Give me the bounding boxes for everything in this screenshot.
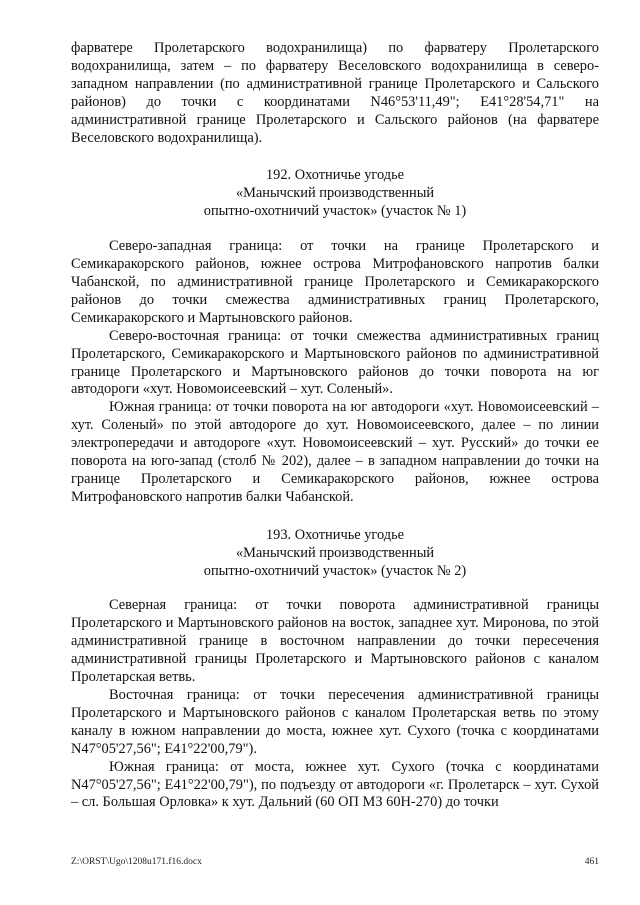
file-path: Z:\ORST\Ugo\1208u171.f16.docx	[71, 857, 202, 867]
page-number: 461	[584, 857, 599, 867]
paragraph-continuation: фарватере Пролетарского водохранилища) по фарватеру Пролетарского водохранилища, затем – по фарватеру Веселовского водохранилища в северо-западном направлении (по административной границе Пролетарского и Сальского районов) до точки с координатами N46°53'11,49"; E41°28'54,71" на административной границе Пролетарского и Сальского районов (на фарватере Веселовского водохранилища).	[71, 40, 599, 146]
heading-line: 192. Охотничье угодье	[265, 167, 405, 184]
paragraph-northwest-border: Северо-западная граница: от точки на границе Пролетарского и Семикаракорского районов, южнее острова Митрофановского напротив балки Чабанской, по административной границе Пролетарского и Семикаракорского районов до точки смежества административных границ Пролетарского, Семикаракорского и Мартыновского районов.	[71, 238, 599, 326]
heading-line: опытно-охотничий участок» (участок № 2)	[203, 562, 467, 579]
paragraph-east-border: Восточная граница: от точки пересечения административной границы Пролетарского и Мартыновского районов с каналом Пролетарская ветвь по этому каналу в южном направлении до моста, южнее хут. Сухого (точка с координатами N47°05'27,56"; E41°22'00,79").	[71, 687, 599, 757]
document-body	[71, 40, 599, 812]
page-footer	[71, 855, 599, 869]
heading-line: «Манычский производственный	[235, 544, 435, 561]
paragraph-south-border-2: Южная граница: от моста, южнее хут. Сухого (точка с координатами N47°05'27,56"; E41°22'00,79"), по подъезду от автодороги «г. Пролетарск – хут. Сухой – сл. Большая Орловка» к хут. Дальний (60 ОП МЗ 60Н-270) до точки	[71, 758, 599, 811]
paragraph-northeast-border: Северо-восточная граница: от точки смежества административных границ Пролетарского, Семикаракорского и Мартыновского районов по административной границе Пролетарского и Мартыновского районов до точки поворота на юг автодороги «хут. Новомоисеевский – хут. Соленый».	[71, 327, 599, 398]
paragraph-north-border: Северная граница: от точки поворота административной границы Пролетарского и Мартыновского районов на восток, западнее хут. Миронова, по этой административной границе в восточном направлении до точки пересечения административной границы Пролетарского и Мартыновского районов с каналом Пролетарская ветвь.	[71, 597, 599, 686]
heading-line: опытно-охотничий участок» (участок № 1)	[203, 203, 467, 220]
heading-line: 193. Охотничье угодье	[265, 526, 405, 543]
section-heading-192	[71, 167, 599, 221]
section-heading-193	[71, 527, 599, 581]
heading-line: «Манычский производственный	[235, 185, 435, 202]
paragraph-south-border: Южная граница: от точки поворота на юг автодороги «хут. Новомоисеевский – хут. Соленый» по этой автодороге до хут. Новомоисеевского, далее – по линии электропередачи и автодороге «хут. Новомоисеевский – хут. Русский» до точки ее поворота на юго-запад (столб № 202), далее – в западном направлении до точки на границе Пролетарского и Семикаракорского районов, южнее острова Митрофановского напротив балки Чабанской.	[71, 399, 599, 505]
